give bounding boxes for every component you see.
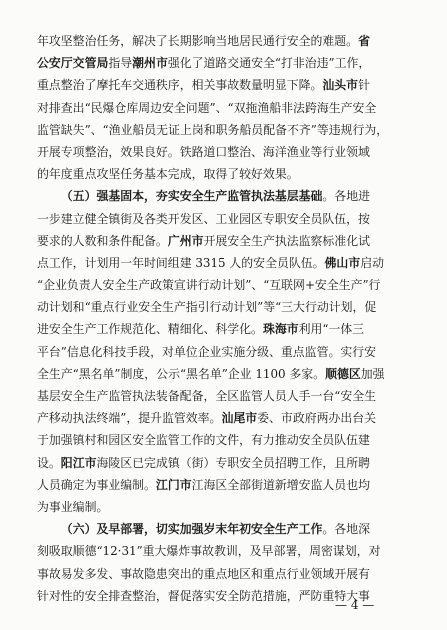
bold-text-run: 汕尾市 xyxy=(221,411,258,426)
bold-text-run: 公安厅交管局 xyxy=(37,56,109,71)
text-line xyxy=(37,185,413,207)
text-run: 基层安全生产监管执法装备配备，全区监管人员人手一台“安全生 xyxy=(37,389,377,403)
text-run: 加强 xyxy=(360,366,385,381)
bold-text-run: 顺德区 xyxy=(325,366,361,381)
text-line xyxy=(37,318,413,340)
text-run: 动计划和“重点行业安全生产指引行动计划”等“三大行动计划，促 xyxy=(37,300,377,315)
text-line xyxy=(37,141,413,163)
bold-text-run: 汕头市 xyxy=(322,78,359,93)
bold-text-run: 省 xyxy=(358,34,370,48)
text-run: 年攻坚整治任务，解决了长期影响当地居民通行安全的难题。 xyxy=(37,34,359,48)
text-line xyxy=(37,74,413,96)
text-line xyxy=(37,563,413,585)
bold-text-run: 佛山市 xyxy=(324,255,361,270)
body-text xyxy=(37,30,413,607)
text-run: 刻吸取顺德“12·31”重大爆炸事故教训，及早部署，周密谋划，对 xyxy=(37,544,381,559)
text-line xyxy=(37,363,413,385)
text-run: 点工作，计划用一年时间组建 3315 人的安全员队伍。 xyxy=(37,255,325,270)
text-run: 针对性的安全排查整治，督促落实安全防范措施，严防重特大事 xyxy=(37,588,370,603)
text-line xyxy=(37,385,413,407)
bold-text-run: （五）强基固本，夯实安全生产监管执法基层基础 xyxy=(60,189,323,204)
text-run: 针 xyxy=(358,78,370,93)
text-run: 事故易发多发、事故隐患突出的重点地区和重点行业领域开展有 xyxy=(37,566,370,581)
text-line xyxy=(37,429,413,451)
text-line xyxy=(37,474,413,496)
bold-text-run: 潮州市 xyxy=(132,56,168,71)
text-run: 对排查出“民爆仓库周边安全问题”、“双拖渔船非法跨海生产安全 xyxy=(37,100,377,115)
text-line xyxy=(37,208,413,230)
text-line xyxy=(37,341,413,363)
text-run: 。各地深 xyxy=(322,522,370,537)
text-run: 产移动执法终端”，提升监管效率。 xyxy=(37,411,222,426)
text-line xyxy=(37,252,413,274)
text-line xyxy=(37,163,413,185)
text-line xyxy=(37,296,413,318)
text-run: 强化了道路交通安全“打非治违”工作， xyxy=(167,56,371,71)
page-number: — 4 — xyxy=(335,598,375,612)
text-run: 重点整治了摩托车交通秩序，相关事故数量明显下降。 xyxy=(37,78,323,93)
text-run: 。各地进 xyxy=(322,189,370,204)
text-run: 委、市政府两办出台关 xyxy=(257,411,377,426)
text-line xyxy=(37,407,413,429)
text-run: “企业负责人安全生产政策宣讲行动计划”、“互联网+安全生产”行 xyxy=(37,278,381,293)
bold-text-run: 珠海市 xyxy=(262,322,299,337)
text-run: 全生产“黑名单”制度，公示“黑名单”企业 1100 多家。 xyxy=(37,366,326,381)
text-run: 启动 xyxy=(360,255,385,270)
text-line xyxy=(37,452,413,474)
text-run: 指导 xyxy=(108,56,133,71)
bold-text-run: （六）及早部署，切实加强岁末年初安全生产工作 xyxy=(60,522,323,537)
text-line xyxy=(37,97,413,119)
text-line xyxy=(37,496,413,518)
text-run: 监管缺失”、“渔业船员无证上岗和职务船员配备不齐”等违规行为， xyxy=(37,122,389,137)
text-run: 设。 xyxy=(37,455,61,470)
text-line xyxy=(37,274,413,296)
text-line xyxy=(37,30,413,52)
text-line xyxy=(37,119,413,141)
text-run: 海陵区已完成镇（街）专职安全员招聘工作，且所聘 xyxy=(96,455,370,470)
text-run: 江海区全部街道新增安监人员也均 xyxy=(191,477,370,492)
text-run: 进安全生产工作规范化、精细化、科学化。 xyxy=(37,322,263,337)
text-run: 于加强镇村和园区安全监管工作的文件，有力推动安全员队伍建 xyxy=(37,433,370,448)
text-run: 一步建立健全镇街及各类开发区、工业园区专职安全员队伍，按 xyxy=(37,211,370,226)
text-line xyxy=(37,518,413,540)
text-run: 利用“一体三 xyxy=(298,322,365,337)
text-line xyxy=(37,230,413,252)
text-run: 为事业编制。 xyxy=(37,499,109,514)
text-run: 平台”信息化科技手段，对单位企业实施分级、重点监管。实行安 xyxy=(37,344,377,359)
text-line xyxy=(37,540,413,562)
text-run: 开展安全生产执法监察标准化试 xyxy=(203,233,370,248)
bold-text-run: 江门市 xyxy=(155,477,192,492)
text-run: 要求的人数和条件配备。 xyxy=(37,233,168,248)
text-line xyxy=(37,52,413,74)
bold-text-run: 阳江市 xyxy=(60,455,97,470)
text-run: 开展专项整治，效果良好。铁路道口整治、海洋渔业等行业领域 xyxy=(37,144,370,159)
text-run: 人员确定为事业编制。 xyxy=(37,477,156,492)
text-run: 的年度重点攻坚任务基本完成，取得了较好效果。 xyxy=(37,167,299,182)
bold-text-run: 广州市 xyxy=(167,233,204,248)
